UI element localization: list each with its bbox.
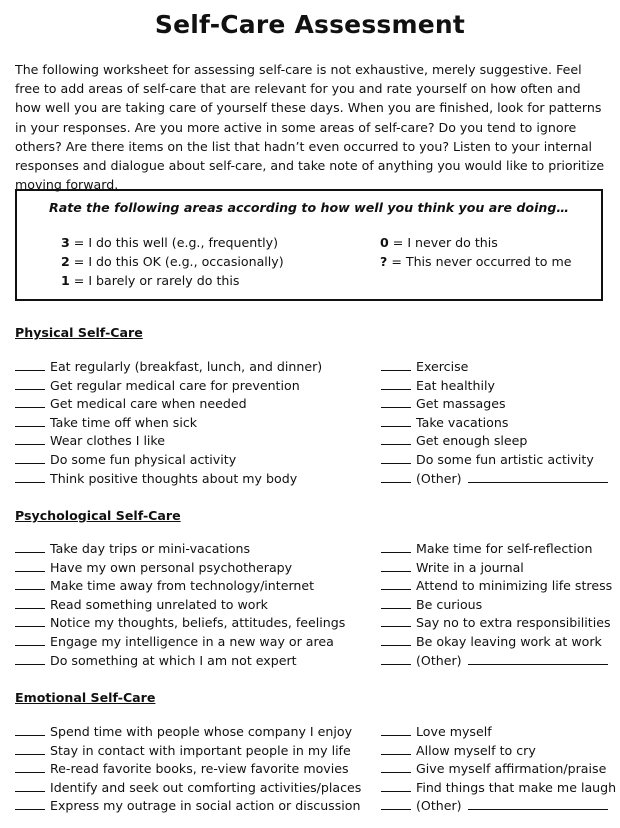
item-label: Give myself affirmation/praise bbox=[416, 761, 607, 777]
rating-blank[interactable] bbox=[15, 796, 45, 810]
rating-scale-box bbox=[15, 189, 603, 301]
rating-blank[interactable] bbox=[381, 539, 411, 553]
item-label: Find things that make me laugh bbox=[416, 779, 617, 795]
rating-blank[interactable] bbox=[381, 558, 411, 572]
item-label: Eat healthily bbox=[416, 377, 495, 393]
item-label: Make time for self-reflection bbox=[416, 541, 593, 556]
scale-item-2 bbox=[61, 254, 284, 269]
item-label: Take time off when sick bbox=[50, 414, 198, 430]
rating-blank[interactable] bbox=[15, 722, 45, 736]
psychological-left-column bbox=[15, 539, 345, 669]
other-write-in-line[interactable] bbox=[468, 469, 608, 483]
checklist-item-other[interactable] bbox=[381, 651, 612, 670]
checklist-item[interactable] bbox=[381, 539, 612, 558]
item-label: Allow myself to cry bbox=[416, 742, 536, 758]
rating-blank[interactable] bbox=[381, 632, 411, 646]
rating-blank[interactable] bbox=[15, 613, 45, 627]
rating-blank[interactable] bbox=[15, 558, 45, 572]
checklist-item[interactable] bbox=[15, 796, 361, 815]
checklist-item-other[interactable] bbox=[381, 469, 608, 488]
rating-blank[interactable] bbox=[15, 632, 45, 646]
other-write-in-line[interactable] bbox=[468, 796, 608, 810]
section-heading-emotional: Emotional Self-Care bbox=[15, 690, 156, 705]
checklist-item[interactable] bbox=[15, 431, 322, 450]
item-label: Notice my thoughts, beliefs, attitudes, feelings bbox=[50, 615, 346, 631]
item-label: Do something at which I am not expert bbox=[50, 652, 297, 668]
scale-number: 3 bbox=[61, 235, 70, 250]
checklist-item[interactable] bbox=[15, 651, 345, 670]
rating-blank[interactable] bbox=[15, 469, 45, 483]
psychological-right-column bbox=[381, 539, 612, 669]
item-label: (Other) bbox=[416, 470, 462, 486]
scale-item-0 bbox=[380, 235, 498, 250]
rating-blank[interactable] bbox=[15, 651, 45, 665]
scale-text: = I do this well (e.g., frequently) bbox=[69, 235, 279, 250]
checklist-item-other[interactable] bbox=[381, 796, 616, 815]
checklist-item[interactable] bbox=[381, 722, 616, 741]
checklist-item[interactable] bbox=[381, 576, 612, 595]
item-label: Spend time with people whose company I enjoy bbox=[50, 724, 353, 739]
checklist-item[interactable] bbox=[381, 632, 612, 651]
rating-blank[interactable] bbox=[381, 613, 411, 627]
checklist-item[interactable] bbox=[15, 759, 361, 778]
checklist-item[interactable] bbox=[15, 450, 322, 469]
item-label: Take day trips or mini-vacations bbox=[50, 541, 251, 556]
rating-blank[interactable] bbox=[15, 431, 45, 445]
section-heading-psychological: Psychological Self-Care bbox=[15, 508, 181, 523]
section-heading-physical: Physical Self-Care bbox=[15, 325, 143, 340]
scale-item-1 bbox=[61, 273, 239, 288]
page-title: Self-Care Assessment bbox=[154, 10, 466, 39]
item-label: Get enough sleep bbox=[416, 433, 528, 449]
rating-blank[interactable] bbox=[381, 741, 411, 755]
item-label: Be okay leaving work at work bbox=[416, 633, 602, 649]
emotional-left-column bbox=[15, 722, 361, 815]
other-write-in-line[interactable] bbox=[468, 651, 608, 665]
scale-number: ? bbox=[380, 254, 388, 269]
item-label: Make time away from technology/internet bbox=[50, 578, 315, 594]
rating-blank[interactable] bbox=[15, 357, 45, 371]
item-label: Express my outrage in social action or discussion bbox=[50, 798, 361, 814]
rating-blank[interactable] bbox=[15, 376, 45, 390]
checklist-item[interactable] bbox=[15, 576, 345, 595]
item-label: Identify and seek out comforting activities/places bbox=[50, 779, 362, 795]
checklist-item[interactable] bbox=[381, 558, 612, 577]
item-label: Read something unrelated to work bbox=[50, 596, 268, 612]
rating-blank[interactable] bbox=[381, 778, 411, 792]
checklist-item[interactable] bbox=[381, 613, 612, 632]
rating-blank[interactable] bbox=[381, 413, 411, 427]
checklist-item[interactable] bbox=[381, 376, 608, 395]
rating-blank[interactable] bbox=[15, 778, 45, 792]
checklist-item[interactable] bbox=[15, 469, 322, 488]
checklist-item[interactable] bbox=[15, 722, 361, 741]
checklist-item[interactable] bbox=[15, 539, 345, 558]
item-label: (Other) bbox=[416, 652, 462, 668]
rating-blank[interactable] bbox=[15, 450, 45, 464]
item-label: Stay in contact with important people in my life bbox=[50, 742, 351, 758]
checklist-item[interactable] bbox=[381, 450, 608, 469]
item-label: Have my own personal psychotherapy bbox=[50, 559, 293, 575]
item-label: Be curious bbox=[416, 596, 483, 612]
scale-number: 2 bbox=[61, 254, 70, 269]
intro-paragraph bbox=[15, 60, 610, 194]
checklist-item[interactable] bbox=[381, 595, 612, 614]
checklist-item[interactable] bbox=[15, 595, 345, 614]
checklist-item[interactable] bbox=[381, 413, 608, 432]
checklist-item[interactable] bbox=[15, 778, 361, 797]
checklist-item[interactable] bbox=[381, 357, 608, 376]
rating-blank[interactable] bbox=[15, 759, 45, 773]
scale-item-3 bbox=[61, 235, 278, 250]
rating-blank[interactable] bbox=[15, 741, 45, 755]
scale-text: = This never occurred to me bbox=[387, 254, 572, 269]
checklist-item[interactable] bbox=[15, 376, 322, 395]
item-label: Re-read favorite books, re-view favorite movies bbox=[50, 761, 349, 777]
checklist-item[interactable] bbox=[15, 741, 361, 760]
intro-text: The following worksheet for assessing self-care is not exhaustive, merely suggestive. Feel free to add areas of self-care that are relevant for you and rate yourself on how often and how well you are taking care of yourself these days. When you are finished, look for patterns in your responses. Are you more active in some areas of self-care? Do you tend to ignore others? Are there items on the list that hadn’t even occurred to you? Listen to your internal responses and dialogue about self-care, and take note of anything you would like to prioritize moving forward. bbox=[15, 62, 605, 193]
checklist-item[interactable] bbox=[15, 558, 345, 577]
rating-blank[interactable] bbox=[381, 431, 411, 445]
checklist-item[interactable] bbox=[15, 394, 322, 413]
item-label: Get medical care when needed bbox=[50, 396, 247, 412]
physical-right-column bbox=[381, 357, 608, 487]
item-label: Write in a journal bbox=[416, 559, 524, 575]
checklist-item[interactable] bbox=[381, 759, 616, 778]
checklist-item[interactable] bbox=[15, 613, 345, 632]
item-label: Do some fun artistic activity bbox=[416, 451, 594, 467]
item-label: Eat regularly (breakfast, lunch, and dinner) bbox=[50, 359, 323, 374]
item-label: Attend to minimizing life stress bbox=[416, 578, 613, 594]
rating-blank[interactable] bbox=[15, 394, 45, 408]
item-label: Take vacations bbox=[416, 414, 509, 430]
rating-blank[interactable] bbox=[15, 595, 45, 609]
checklist-item[interactable] bbox=[381, 741, 616, 760]
rating-blank[interactable] bbox=[15, 576, 45, 590]
checklist-item[interactable] bbox=[15, 413, 322, 432]
item-label: Say no to extra responsibilities bbox=[416, 615, 611, 631]
rating-blank[interactable] bbox=[381, 450, 411, 464]
item-label: Exercise bbox=[416, 359, 469, 374]
scale-text: = I barely or rarely do this bbox=[69, 273, 240, 288]
rating-blank[interactable] bbox=[381, 469, 411, 483]
scale-text: = I never do this bbox=[388, 235, 498, 250]
rating-blank[interactable] bbox=[15, 539, 45, 553]
scale-number: 1 bbox=[61, 273, 70, 288]
rating-blank[interactable] bbox=[381, 376, 411, 390]
checklist-item[interactable] bbox=[15, 357, 322, 376]
scale-item-unknown bbox=[380, 254, 572, 269]
rating-blank[interactable] bbox=[381, 595, 411, 609]
scale-number: 0 bbox=[380, 235, 389, 250]
emotional-right-column bbox=[381, 722, 616, 815]
item-label: Think positive thoughts about my body bbox=[50, 470, 298, 486]
rating-blank[interactable] bbox=[381, 357, 411, 371]
item-label: Do some fun physical activity bbox=[50, 451, 237, 467]
item-label: Love myself bbox=[416, 724, 492, 739]
item-label: Wear clothes I like bbox=[50, 433, 166, 449]
rating-blank[interactable] bbox=[15, 413, 45, 427]
checklist-item[interactable] bbox=[15, 632, 345, 651]
rating-blank[interactable] bbox=[381, 394, 411, 408]
rating-instruction: Rate the following areas according to how well you think you are doing… bbox=[49, 200, 569, 215]
physical-left-column bbox=[15, 357, 322, 487]
item-label: Engage my intelligence in a new way or area bbox=[50, 633, 334, 649]
rating-blank[interactable] bbox=[381, 796, 411, 810]
item-label: (Other) bbox=[416, 798, 462, 814]
checklist-item[interactable] bbox=[381, 431, 608, 450]
rating-blank[interactable] bbox=[381, 759, 411, 773]
item-label: Get regular medical care for prevention bbox=[50, 377, 300, 393]
item-label: Get massages bbox=[416, 396, 506, 412]
scale-text: = I do this OK (e.g., occasionally) bbox=[69, 254, 284, 269]
rating-blank[interactable] bbox=[381, 722, 411, 736]
rating-blank[interactable] bbox=[381, 576, 411, 590]
checklist-item[interactable] bbox=[381, 778, 616, 797]
rating-blank[interactable] bbox=[381, 651, 411, 665]
checklist-item[interactable] bbox=[381, 394, 608, 413]
